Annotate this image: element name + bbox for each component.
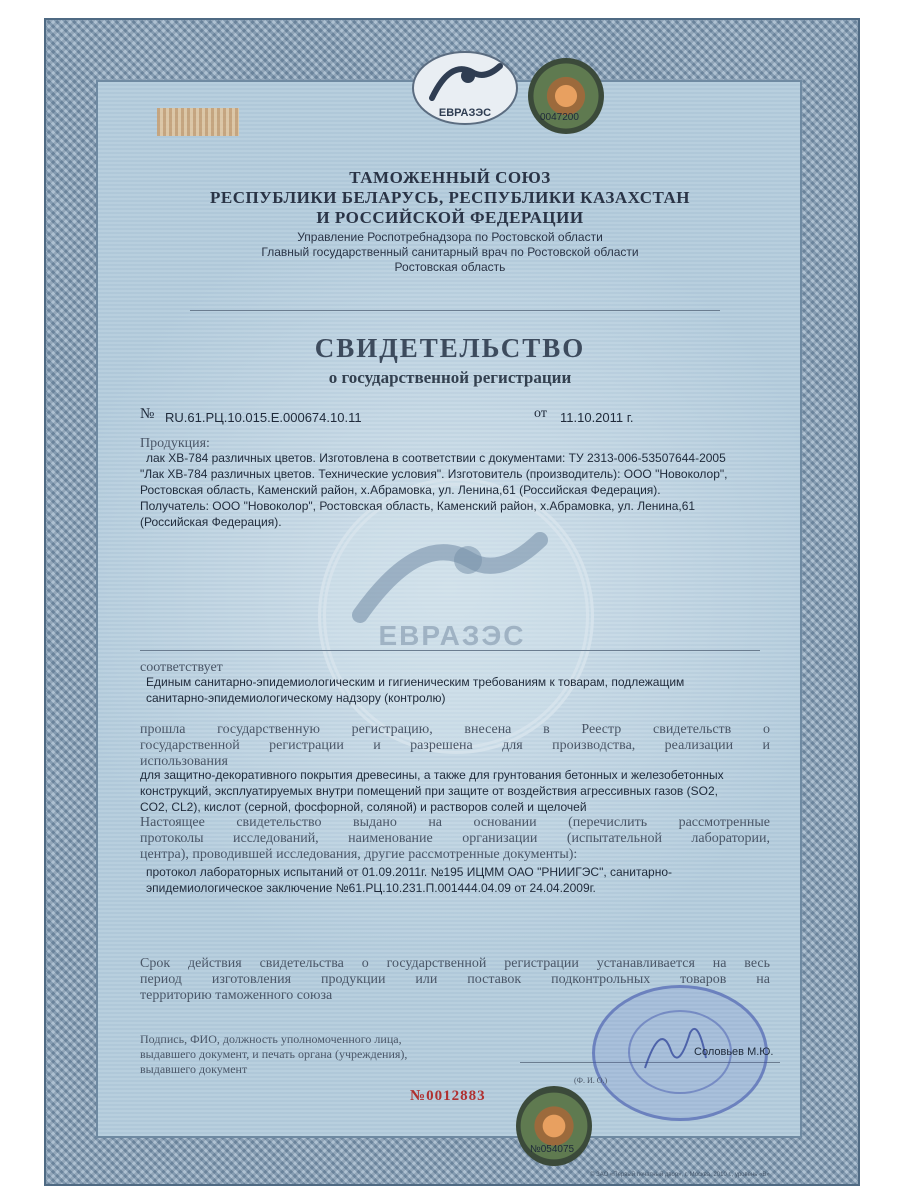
document-title: СВИДЕТЕЛЬСТВО <box>314 333 586 363</box>
usage-line-2: конструкций, эксплуатируемых внутри помещений при защите от воздействия агрессивных газов (SO2, <box>140 784 718 798</box>
evrazes-emblem-icon <box>410 50 520 128</box>
basis-document-1: протокол лабораторных испытаний от 01.09.2011г. №195 ИЦММ ОАО "РНИИГЭС", санитарно- <box>146 865 673 879</box>
registration-date: 11.10.2011 г. <box>560 410 634 425</box>
union-line-1: ТАМОЖЕННЫЙ СОЮЗ <box>349 168 551 187</box>
fio-hint: (Ф. И. О.) <box>574 1076 608 1085</box>
authority-line-1: Управление Роспотребнадзора по Ростовской области <box>297 230 603 244</box>
hologram-bottom-code: №054075 <box>530 1144 575 1155</box>
usage-line-3: CO2, CL2), кислот (серной, фосфорной, соляной) и растворов солей и щелочей <box>140 800 587 814</box>
union-line-3: И РОССИЙСКОЙ ФЕДЕРАЦИИ <box>316 208 584 227</box>
registered-line-3: использования <box>140 754 228 769</box>
registration-number: RU.61.РЦ.10.015.Е.000674.10.11 <box>165 410 362 425</box>
registered-line-1: прошла государственную регистрацию, внесена в Реестр свидетельств о <box>140 722 770 737</box>
usage-line-1: для защитно-декоративного покрытия древесины, а также для грунтования бетонных и железобетонных <box>140 768 724 782</box>
product-line-5: (Российская Федерация). <box>140 515 282 529</box>
union-line-2: РЕСПУБЛИКИ БЕЛАРУСЬ, РЕСПУБЛИКИ КАЗАХСТАН <box>210 188 690 207</box>
watermark-label: ЕВРАЗЭС <box>378 620 526 651</box>
signature-line-2: выдавшего документ, и печать органа (учреждения), <box>140 1047 408 1061</box>
guilloche-ornament <box>157 108 239 136</box>
validity-line-1: Срок действия свидетельства о государственной регистрации устанавливается на весь <box>140 956 770 971</box>
printer-note: © ЗАО «Первый печатный двор», г. Москва, 2010 г., уровень «В» <box>590 1172 770 1178</box>
document-subtitle: о государственной регистрации <box>328 368 572 387</box>
signature-line-1: Подпись, ФИО, должность уполномоченного лица, <box>140 1032 402 1046</box>
basis-line-1: Настоящее свидетельство выдано на основании (перечислить рассмотренные <box>140 815 770 830</box>
authority-line-2: Главный государственный санитарный врач по Ростовской области <box>261 245 639 259</box>
registered-line-2: государственной регистрации и разрешена для производства, реализации и <box>140 738 770 753</box>
authority-line-3: Ростовская область <box>394 260 506 274</box>
basis-line-3: центра), проводившей исследования, другие рассмотренные документы): <box>140 847 578 862</box>
number-label: № <box>140 406 155 422</box>
signatory-name: Соловьев М.Ю. <box>694 1046 774 1058</box>
serial-number: №0012883 <box>410 1088 486 1104</box>
emblem-label: ЕВРАЗЭС <box>438 107 492 119</box>
product-line-2: "Лак ХВ-784 различных цветов. Технические условия". Изготовитель (производитель): ООО "Новоколор", <box>140 467 728 481</box>
conformity-label: соответствует <box>140 660 223 675</box>
basis-document-2: эпидемиологическое заключение №61.РЦ.10.231.П.001444.04.09 от 24.04.2009г. <box>146 881 596 895</box>
basis-line-2: протоколы исследований, наименование организации (испытательной лаборатории, <box>140 831 770 846</box>
hint-line-header <box>190 310 720 311</box>
product-label: Продукция: <box>140 436 210 451</box>
date-label: от <box>534 406 547 421</box>
watermark-bird-icon <box>350 520 550 630</box>
validity-line-3: территорию таможенного союза <box>140 988 333 1003</box>
validity-line-2: период изготовления продукции или поставок подконтрольных товаров на <box>140 972 770 987</box>
product-line-1: лак ХВ-784 различных цветов. Изготовлена в соответствии с документами: ТУ 2313-006-53507644-2005 <box>146 451 726 465</box>
conformity-line-2: санитарно-эпидемиологическому надзору (контролю) <box>146 691 446 705</box>
signature-line-3: выдавшего документ <box>140 1062 248 1076</box>
hint-line-product <box>140 650 760 651</box>
product-line-4: Получатель: ООО "Новоколор", Ростовская область, Каменский район, х.Абрамовка, ул. Ленина,61 <box>140 499 696 513</box>
conformity-line-1: Единым санитарно-эпидемиологическим и гигиеническим требованиям к товарам, подлежащим <box>146 675 685 689</box>
hologram-top-code: 0047200 <box>540 112 579 123</box>
product-line-3: Ростовская область, Каменский район, х.Абрамовка, ул. Ленина,61 (Российская Федерация). <box>140 483 661 497</box>
